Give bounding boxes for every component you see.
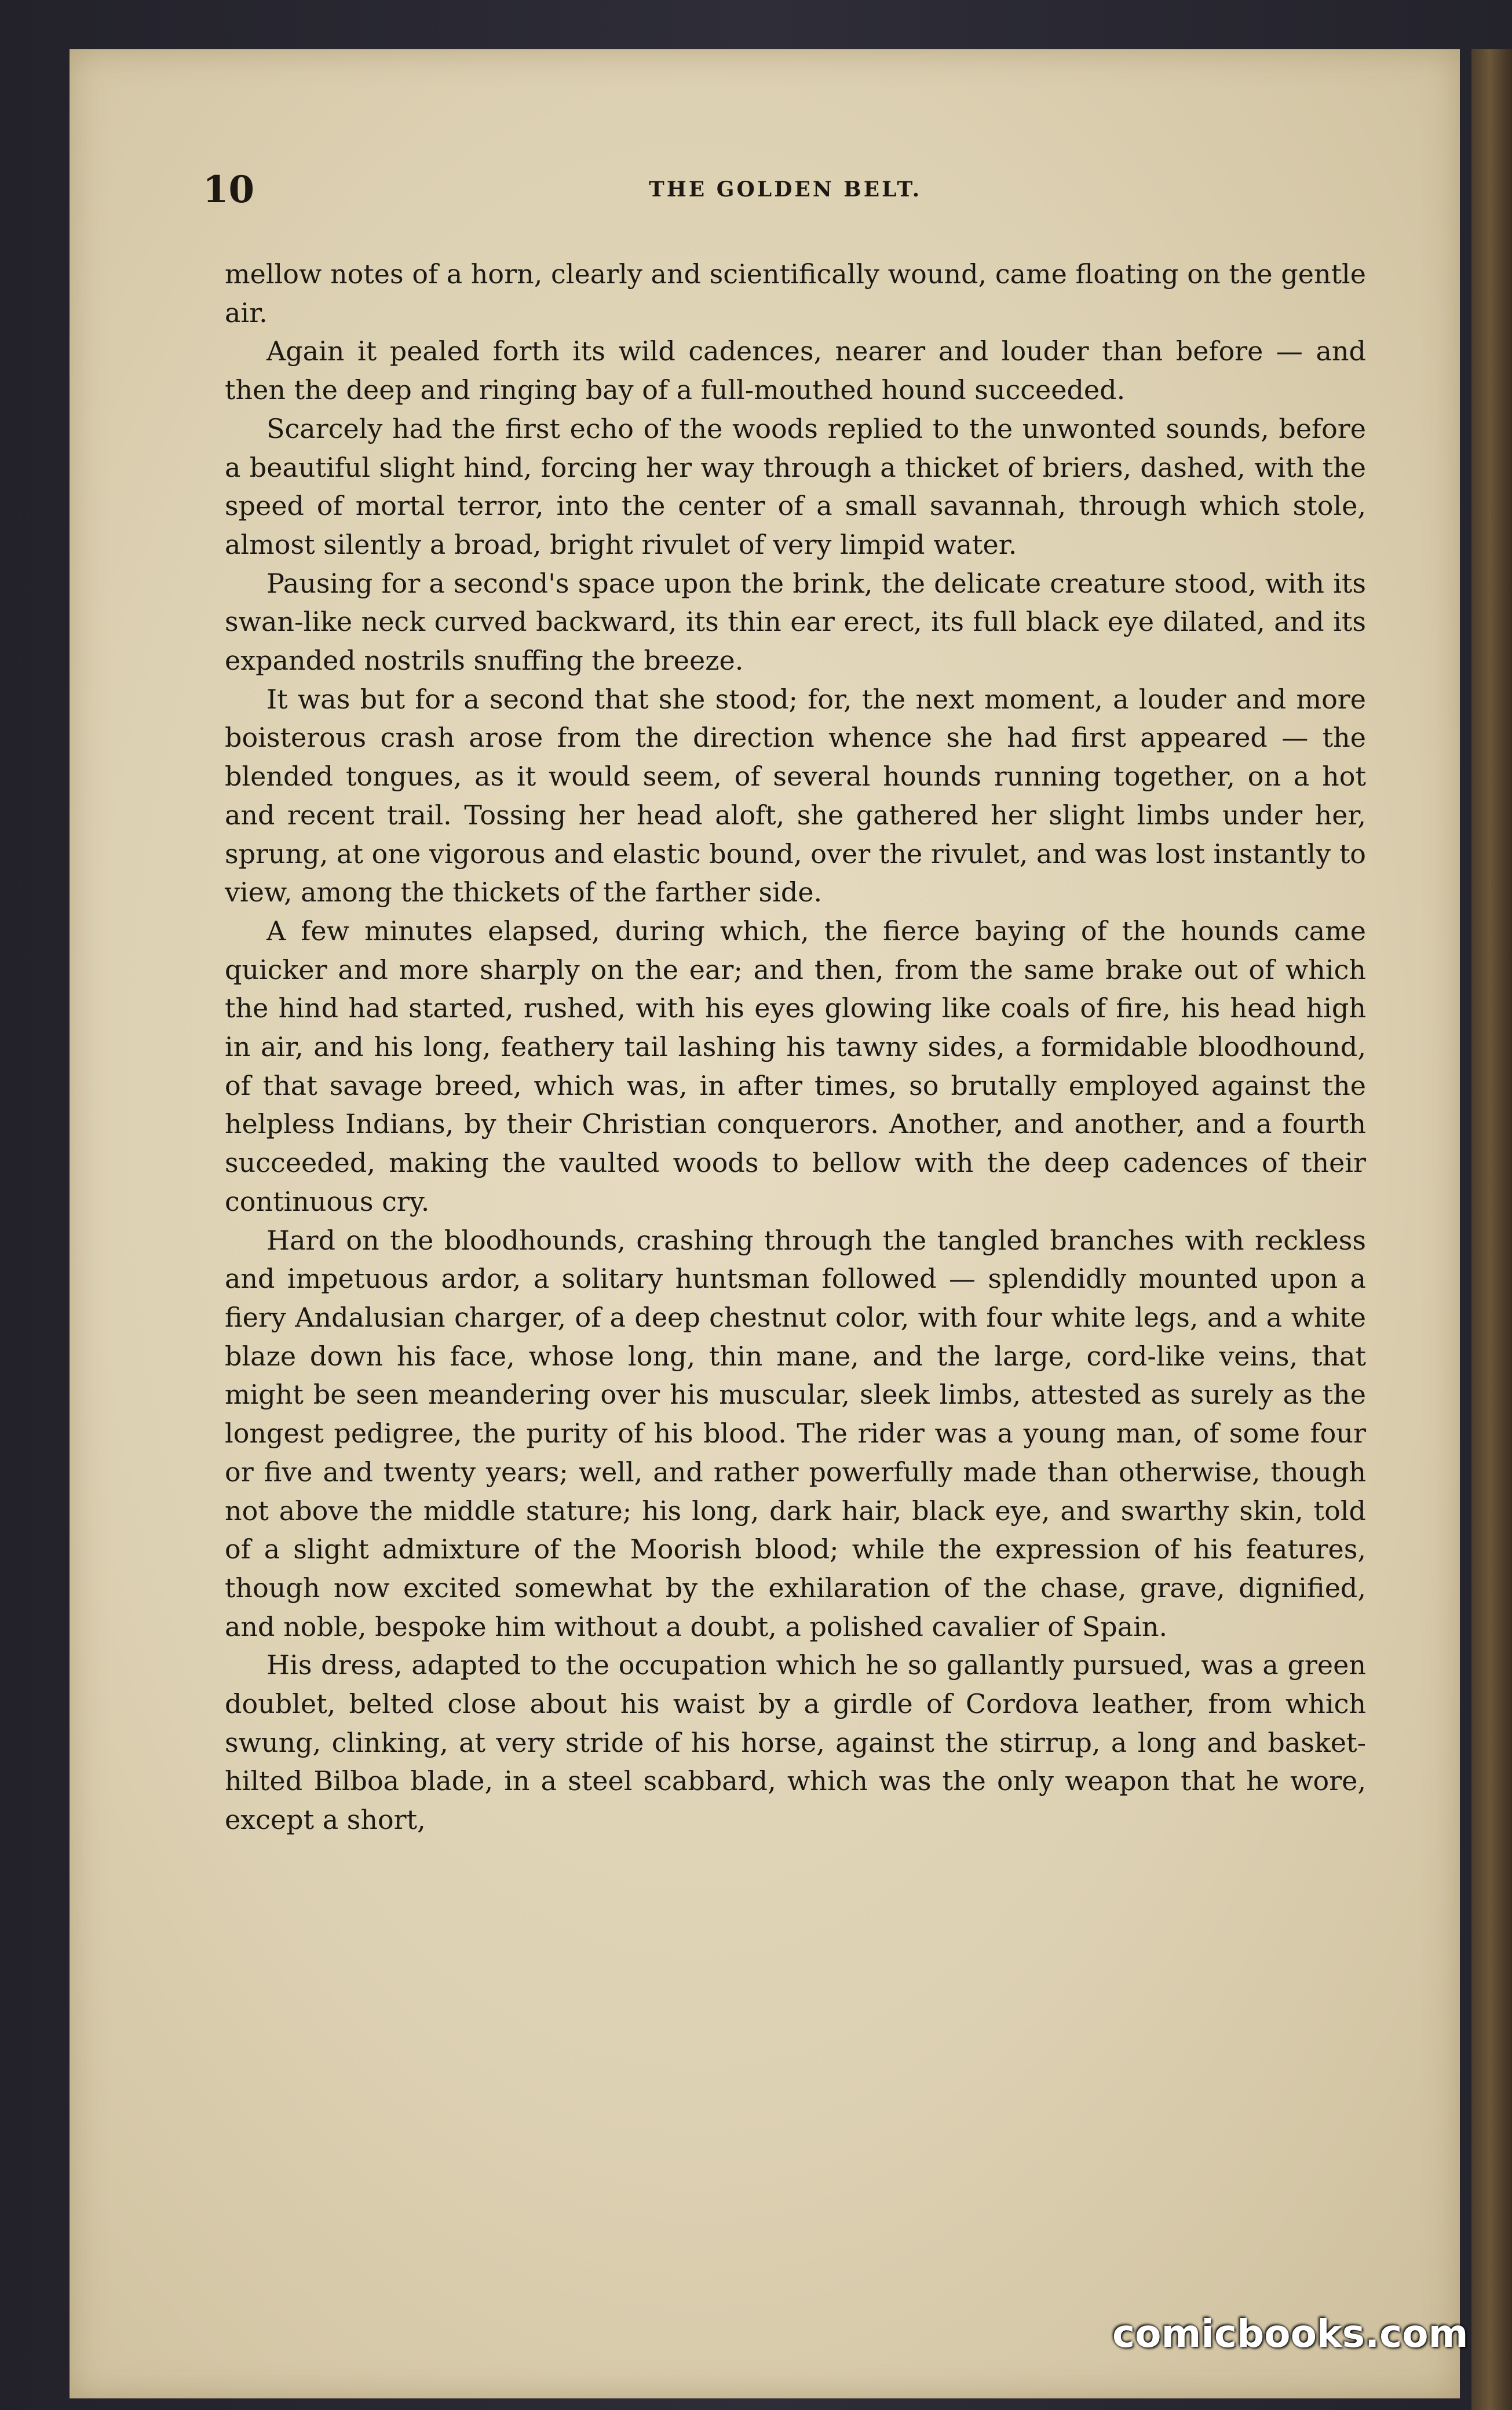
paragraph-7: Hard on the bloodhounds, crashing through the tangled branches with reckless and impetuous ardor, a solitary huntsman followed — splendidly mounted upon a fiery Andalusian charger, of a deep chestnut color, with four white legs, and a white blaze down his face, whose long, thin mane, and the large, cord-like veins, that might be seen meandering over his muscular, sleek limbs, attested as surely as the longest pedigree, the purity of his blood. The rider was a young man, of some four or five and twenty years; well, and rather powerfully made than otherwise, though not above the middle stature; his long, dark hair, black eye, and swarthy skin, told of a slight admixture of the Moorish blood; while the expression of his features, though now excited somewhat by the exhilaration of the chase, grave, dignified, and noble, bespoke him without a doubt, a polished cavalier of Spain.	[225, 1224, 1366, 1642]
book-binding-edge	[1471, 49, 1512, 2410]
paragraph-2: Again it pealed forth its wild cadences, nearer and louder than before — and then the deep and ringing bay of a full-mouthed hound succeeded.	[225, 335, 1366, 406]
page-header	[203, 168, 1240, 214]
paragraph-4: Pausing for a second's space upon the brink, the delicate creature stood, with its swan-like neck curved backward, its thin ear erect, its full black eye dilated, and its expanded nostrils snuffing the breeze.	[225, 567, 1366, 677]
paragraph-8: His dress, adapted to the occupation which he so gallantly pursued, was a green doublet, belted close about his waist by a girdle of Cordova leather, from which swung, clinking, at very stride of his horse, against the stirrup, a long and basket-hilted Bilboa blade, in a steel scabbard, which was the only weapon that he wore, except a short,	[225, 1649, 1366, 1836]
page-number: 10	[203, 168, 255, 211]
paragraph-6: A few minutes elapsed, during which, the fierce baying of the hounds came quicker and more sharply on the ear; and then, from the same brake out of which the hind had started, rushed, with his eyes glowing like coals of fire, his head high in air, and his long, feathery tail lashing his tawny sides, a formidable bloodhound, of that savage breed, which was, in after times, so brutally employed against the helpless Indians, by their Christian conquerors. Another, and another, and a fourth succeeded, making the vaulted woods to bellow with the deep cadences of their continuous cry.	[225, 915, 1366, 1217]
paragraph-3: Scarcely had the first echo of the woods replied to the unwonted sounds, before a beautiful slight hind, forcing her way through a thicket of briers, dashed, with the speed of mortal terror, into the center of a small savannah, through which stole, almost silently a broad, bright rivulet of very limpid water.	[225, 412, 1366, 560]
running-title: THE GOLDEN BELT.	[649, 177, 922, 202]
body-text	[225, 255, 1366, 1839]
paragraph-5: It was but for a second that she stood; for, the next moment, a louder and more boisterous crash arose from the direction whence she had first appeared — the blended tongues, as it would seem, of several hounds running together, on a hot and recent trail. Tossing her head aloft, she gathered her slight limbs under her, sprung, at one vigorous and elastic bound, over the rivulet, and was lost instantly to view, among the thickets of the farther side.	[225, 683, 1366, 908]
paragraph-1: mellow notes of a horn, clearly and scientifically wound, came floating on the gentle air.	[225, 258, 1366, 328]
watermark: comicbooks.com	[1112, 2312, 1469, 2356]
